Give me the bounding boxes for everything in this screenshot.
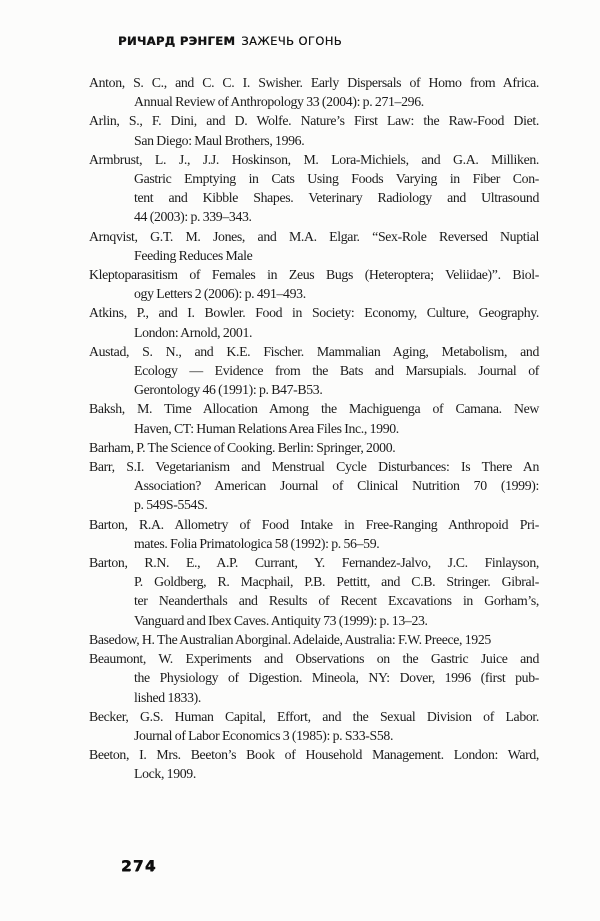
bib-line: Gerontology 46 (1991): p. B47-B53.: [134, 382, 323, 398]
bib-line: tent and Kibble Shapes. Veterinary Radiology and Ultrasound: [134, 190, 539, 206]
bib-entry: [89, 745, 539, 783]
bib-entry: [89, 707, 539, 745]
bib-line: Beeton, I. Mrs. Beeton’s Book of Household Management. London: Ward,: [89, 747, 539, 763]
header-author: РИЧАРД РЭНГЕМ: [118, 34, 236, 48]
bib-entry: [89, 438, 539, 457]
bib-line: Gastric Emptying in Cats Using Foods Varying in Fiber Con-: [134, 171, 539, 187]
bib-line: Austad, S. N., and K.E. Fischer. Mammalian Aging, Metabolism, and: [89, 343, 539, 359]
bib-line: ogy Letters 2 (2006): p. 491–493.: [134, 286, 306, 302]
bib-entry: [89, 630, 539, 649]
bib-line: Barton, R.N. E., A.P. Currant, Y. Fernandez-Jalvo, J.C. Finlayson,: [89, 555, 539, 571]
bib-line: Feeding Reduces Male: [134, 247, 253, 263]
bib-line: Annual Review of Anthropology 33 (2004): p. 271–296.: [134, 94, 424, 110]
bib-entry: [89, 649, 539, 707]
bib-line: Haven, CT: Human Relations Area Files Inc., 1990.: [134, 420, 399, 436]
bib-entry: [89, 342, 539, 400]
bib-line: Lock, 1909.: [134, 766, 196, 782]
bib-line: Vanguard and Ibex Caves. Antiquity 73 (1999): p. 13–23.: [134, 612, 428, 628]
bib-line: Barton, R.A. Allometry of Food Intake in Free-Ranging Anthropoid Pri-: [89, 516, 539, 532]
bib-line: Ecology — Evidence from the Bats and Marsupials. Journal of: [134, 363, 539, 379]
bib-line: Atkins, P., and I. Bowler. Food in Society: Economy, Culture, Geography.: [89, 305, 539, 321]
page-number: 274: [121, 857, 157, 875]
bib-entry: [89, 265, 539, 303]
bib-line: Anton, S. C., and C. C. I. Swisher. Early Dispersals of Homo from Africa.: [89, 75, 539, 90]
bib-entry: [89, 553, 539, 630]
bib-line: San Diego: Maul Brothers, 1996.: [134, 132, 305, 148]
bib-line: Barham, P. The Science of Cooking. Berlin: Springer, 2000.: [89, 439, 396, 455]
bibliography-list: [89, 73, 539, 784]
bib-line: Arnqvist, G.T. M. Jones, and M.A. Elgar. “Sex-Role Reversed Nuptial: [89, 228, 539, 244]
bib-entry: [89, 227, 539, 265]
running-header: [118, 34, 342, 48]
bib-line: Becker, G.S. Human Capital, Effort, and the Sexual Division of Labor.: [89, 708, 539, 724]
bib-line: Kleptoparasitism of Females in Zeus Bugs (Heteroptera; Veliidae)”. Biol-: [89, 267, 539, 283]
bib-line: Armbrust, L. J., J.J. Hoskinson, M. Lora-Michiels, and G.A. Milliken.: [89, 151, 539, 167]
bib-line: p. 549S-554S.: [134, 497, 208, 513]
bib-entry: [89, 73, 539, 111]
bib-line: Arlin, S., F. Dini, and D. Wolfe. Nature’s First Law: the Raw-Food Diet.: [89, 113, 539, 129]
bib-line: ter Neanderthals and Results of Recent Excavations in Gorham’s,: [134, 593, 539, 609]
bib-line: Barr, S.I. Vegetarianism and Menstrual Cycle Disturbances: Is There An: [89, 459, 539, 475]
bib-entry: [89, 150, 539, 227]
bib-line: mates. Folia Primatologica 58 (1992): p. 56–59.: [134, 535, 380, 551]
bib-line: Association? American Journal of Clinical Nutrition 70 (1999):: [134, 478, 539, 494]
bib-line: Basedow, H. The Australian Aborginal. Adelaide, Australia: F.W. Preece, 1925: [89, 631, 491, 647]
bib-line: Journal of Labor Economics 3 (1985): p. S33-S58.: [134, 727, 394, 743]
bib-line: 44 (2003): p. 339–343.: [134, 209, 252, 225]
bib-entry: [89, 515, 539, 553]
header-book-title: ЗАЖЕЧЬ ОГОНЬ: [241, 34, 343, 48]
bib-line: P. Goldberg, R. Macphail, P.B. Pettitt, and C.B. Stringer. Gibral-: [134, 574, 539, 590]
bib-line: Baksh, M. Time Allocation Among the Machiguenga of Camana. New: [89, 401, 539, 417]
bib-entry: [89, 303, 539, 341]
bib-line: Beaumont, W. Experiments and Observations on the Gastric Juice and: [89, 651, 539, 667]
bib-line: lished 1833).: [134, 689, 201, 705]
bib-line: London: Arnold, 2001.: [134, 324, 253, 340]
bib-entry: [89, 457, 539, 515]
bib-entry: [89, 399, 539, 437]
bib-line: the Physiology of Digestion. Mineola, NY: Dover, 1996 (first pub-: [134, 670, 539, 686]
bib-entry: [89, 111, 539, 149]
